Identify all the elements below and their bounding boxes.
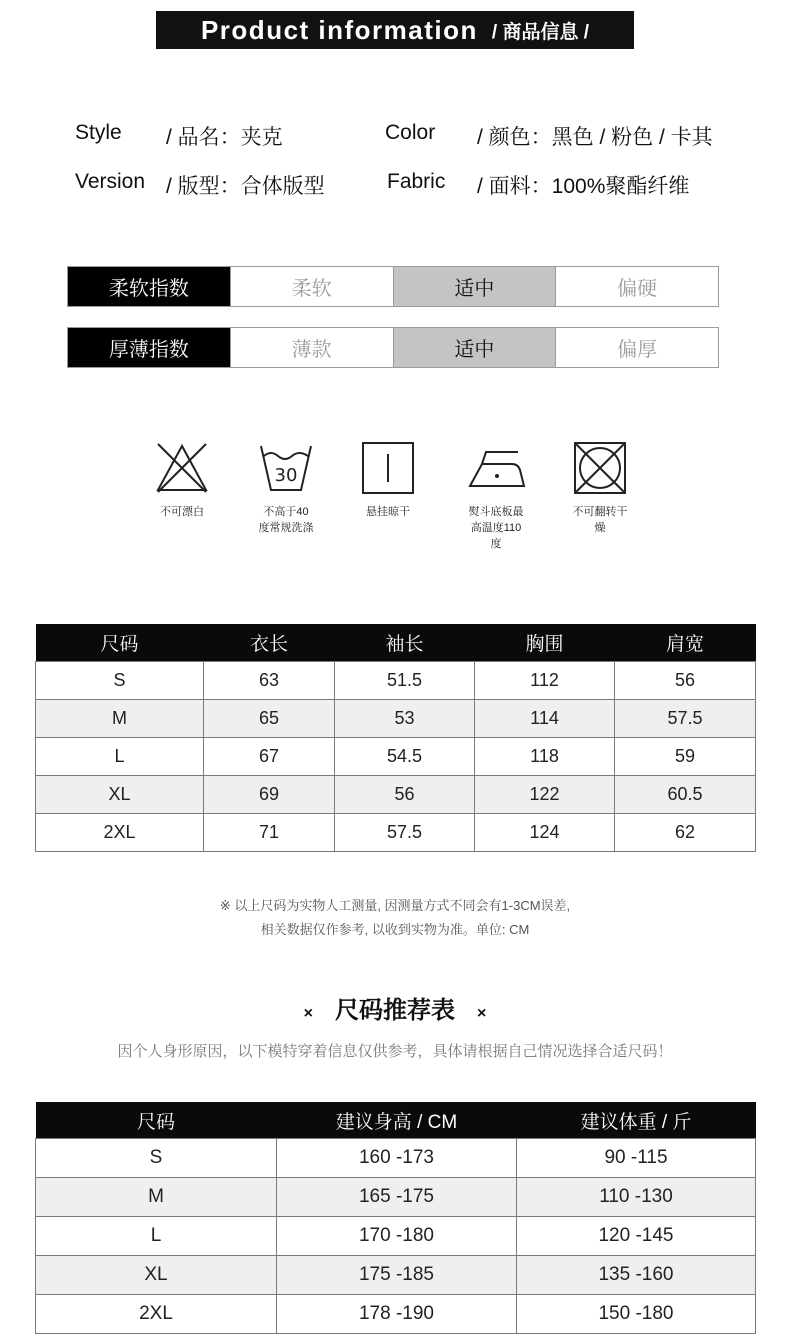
table-row — [36, 1178, 756, 1217]
table-cell: S — [36, 1139, 277, 1178]
size-header-cell: 尺码 — [36, 624, 204, 662]
table-row — [36, 1139, 756, 1178]
recommend-header-cell: 建议身高 / CM — [277, 1102, 517, 1139]
softness-option-hard: 偏硬 — [555, 267, 718, 306]
size-header-cell: 胸围 — [475, 624, 615, 662]
care-label-line: 度常规洗涤 — [258, 522, 314, 534]
iron-icon — [466, 440, 526, 496]
softness-index-title: 柔软指数 — [68, 267, 230, 306]
table-cell: 71 — [204, 814, 335, 852]
attr-version-value: / 版型：合体版型 — [166, 175, 325, 198]
table-cell: M — [36, 1178, 277, 1217]
hang-dry-icon — [360, 440, 416, 496]
attr-fabric-label: Fabric — [387, 170, 446, 193]
thickness-option-thick: 偏厚 — [555, 328, 718, 367]
table-row — [36, 738, 756, 776]
table-cell: 90 -115 — [517, 1139, 756, 1178]
care-label-line: 燥 — [594, 522, 606, 534]
table-cell: 54.5 — [335, 738, 475, 776]
table-cell: XL — [36, 1256, 277, 1295]
table-cell: 69 — [204, 776, 335, 814]
table-cell: 51.5 — [335, 662, 475, 700]
care-no-bleach — [132, 440, 232, 520]
table-cell: 170 -180 — [277, 1217, 517, 1256]
recommend-subtitle: 因个人身形原因，以下模特穿着信息仅供参考，具体请根据自己情况选择合适尺码！ — [117, 1043, 673, 1060]
table-cell: 150 -180 — [517, 1295, 756, 1334]
table-cell: 59 — [615, 738, 756, 776]
recommend-title — [0, 990, 790, 1025]
size-header-cell: 袖长 — [335, 624, 475, 662]
thickness-option-medium: 适中 — [393, 328, 556, 367]
table-cell: 110 -130 — [517, 1178, 756, 1217]
table-cell: 2XL — [36, 814, 204, 852]
thickness-index-bar — [67, 327, 719, 368]
measurement-note-line-1: ※ 以上尺码为实物人工测量, 因测量方式不同会有1-3CM误差, — [219, 898, 571, 913]
table-cell: 57.5 — [615, 700, 756, 738]
size-header-cell: 衣长 — [204, 624, 335, 662]
attr-color-label: Color — [385, 121, 436, 144]
size-header-cell: 肩宽 — [615, 624, 756, 662]
table-cell: 62 — [615, 814, 756, 852]
care-iron — [446, 440, 546, 552]
measurement-note-line-2: 相关数据仅作参考, 以收到实物为准。单位: CM — [260, 922, 530, 937]
table-cell: 60.5 — [615, 776, 756, 814]
header-banner — [156, 11, 634, 49]
table-cell: 56 — [335, 776, 475, 814]
table-cell: 122 — [475, 776, 615, 814]
no-tumble-dry-icon — [572, 440, 628, 496]
thickness-index-title: 厚薄指数 — [68, 328, 230, 367]
recommend-table — [35, 1102, 756, 1334]
care-label-line: 不可翻转干 — [572, 506, 628, 518]
table-cell: 67 — [204, 738, 335, 776]
table-cell: 165 -175 — [277, 1178, 517, 1217]
table-row — [36, 814, 756, 852]
table-cell: 178 -190 — [277, 1295, 517, 1334]
care-label-line: 不高于40 — [263, 506, 309, 518]
softness-option-soft: 柔软 — [230, 267, 393, 306]
thickness-option-thin: 薄款 — [230, 328, 393, 367]
table-cell: 2XL — [36, 1295, 277, 1334]
attr-version-label: Version — [75, 170, 146, 193]
table-row — [36, 1295, 756, 1334]
care-label-line: 熨斗底板最 — [468, 506, 524, 518]
size-table — [35, 624, 756, 852]
table-cell: 118 — [475, 738, 615, 776]
recommend-header-cell: 尺码 — [36, 1102, 277, 1139]
table-cell: XL — [36, 776, 204, 814]
care-wash-40 — [236, 440, 336, 536]
recommend-title-text: 尺码推荐表 — [335, 997, 455, 1024]
table-cell: 56 — [615, 662, 756, 700]
close-icon: × — [477, 1005, 487, 1022]
close-icon: × — [303, 1005, 313, 1022]
care-label-line: 悬挂晾干 — [366, 506, 410, 518]
header-title-en: Product information — [200, 14, 478, 45]
care-label-line: 度 — [490, 538, 502, 550]
table-cell: 57.5 — [335, 814, 475, 852]
table-cell: 124 — [475, 814, 615, 852]
recommend-table-header — [36, 1102, 756, 1139]
size-table-header — [36, 624, 756, 662]
wash-temp-text: 30 — [274, 465, 298, 486]
wash-30-icon — [258, 440, 314, 496]
care-hang-dry — [338, 440, 438, 520]
table-cell: 120 -145 — [517, 1217, 756, 1256]
table-cell: 114 — [475, 700, 615, 738]
table-row — [36, 700, 756, 738]
care-no-tumble-dry — [550, 440, 650, 536]
header-title-cn: / 商品信息 / — [491, 21, 590, 43]
attr-style-value: / 品名：夹克 — [166, 126, 283, 149]
table-cell: 53 — [335, 700, 475, 738]
softness-option-medium: 适中 — [393, 267, 556, 306]
table-cell: 112 — [475, 662, 615, 700]
care-label-line: 高温度110 — [470, 522, 522, 534]
no-bleach-icon — [154, 440, 210, 496]
attr-color-value: / 颜色：黑色 / 粉色 / 卡其 — [477, 126, 713, 149]
table-cell: S — [36, 662, 204, 700]
softness-index-bar — [67, 266, 719, 307]
table-row — [36, 662, 756, 700]
table-cell: 135 -160 — [517, 1256, 756, 1295]
recommend-header-cell: 建议体重 / 斤 — [517, 1102, 756, 1139]
table-cell: L — [36, 1217, 277, 1256]
table-cell: 63 — [204, 662, 335, 700]
table-cell: L — [36, 738, 204, 776]
table-cell: 175 -185 — [277, 1256, 517, 1295]
table-cell: 65 — [204, 700, 335, 738]
table-row — [36, 1256, 756, 1295]
table-row — [36, 1217, 756, 1256]
care-label-line: 不可漂白 — [160, 506, 204, 518]
attr-fabric-value: / 面料：100%聚酯纤维 — [477, 175, 690, 198]
table-cell: 160 -173 — [277, 1139, 517, 1178]
attr-style-label: Style — [75, 121, 122, 144]
table-cell: M — [36, 700, 204, 738]
table-row — [36, 776, 756, 814]
